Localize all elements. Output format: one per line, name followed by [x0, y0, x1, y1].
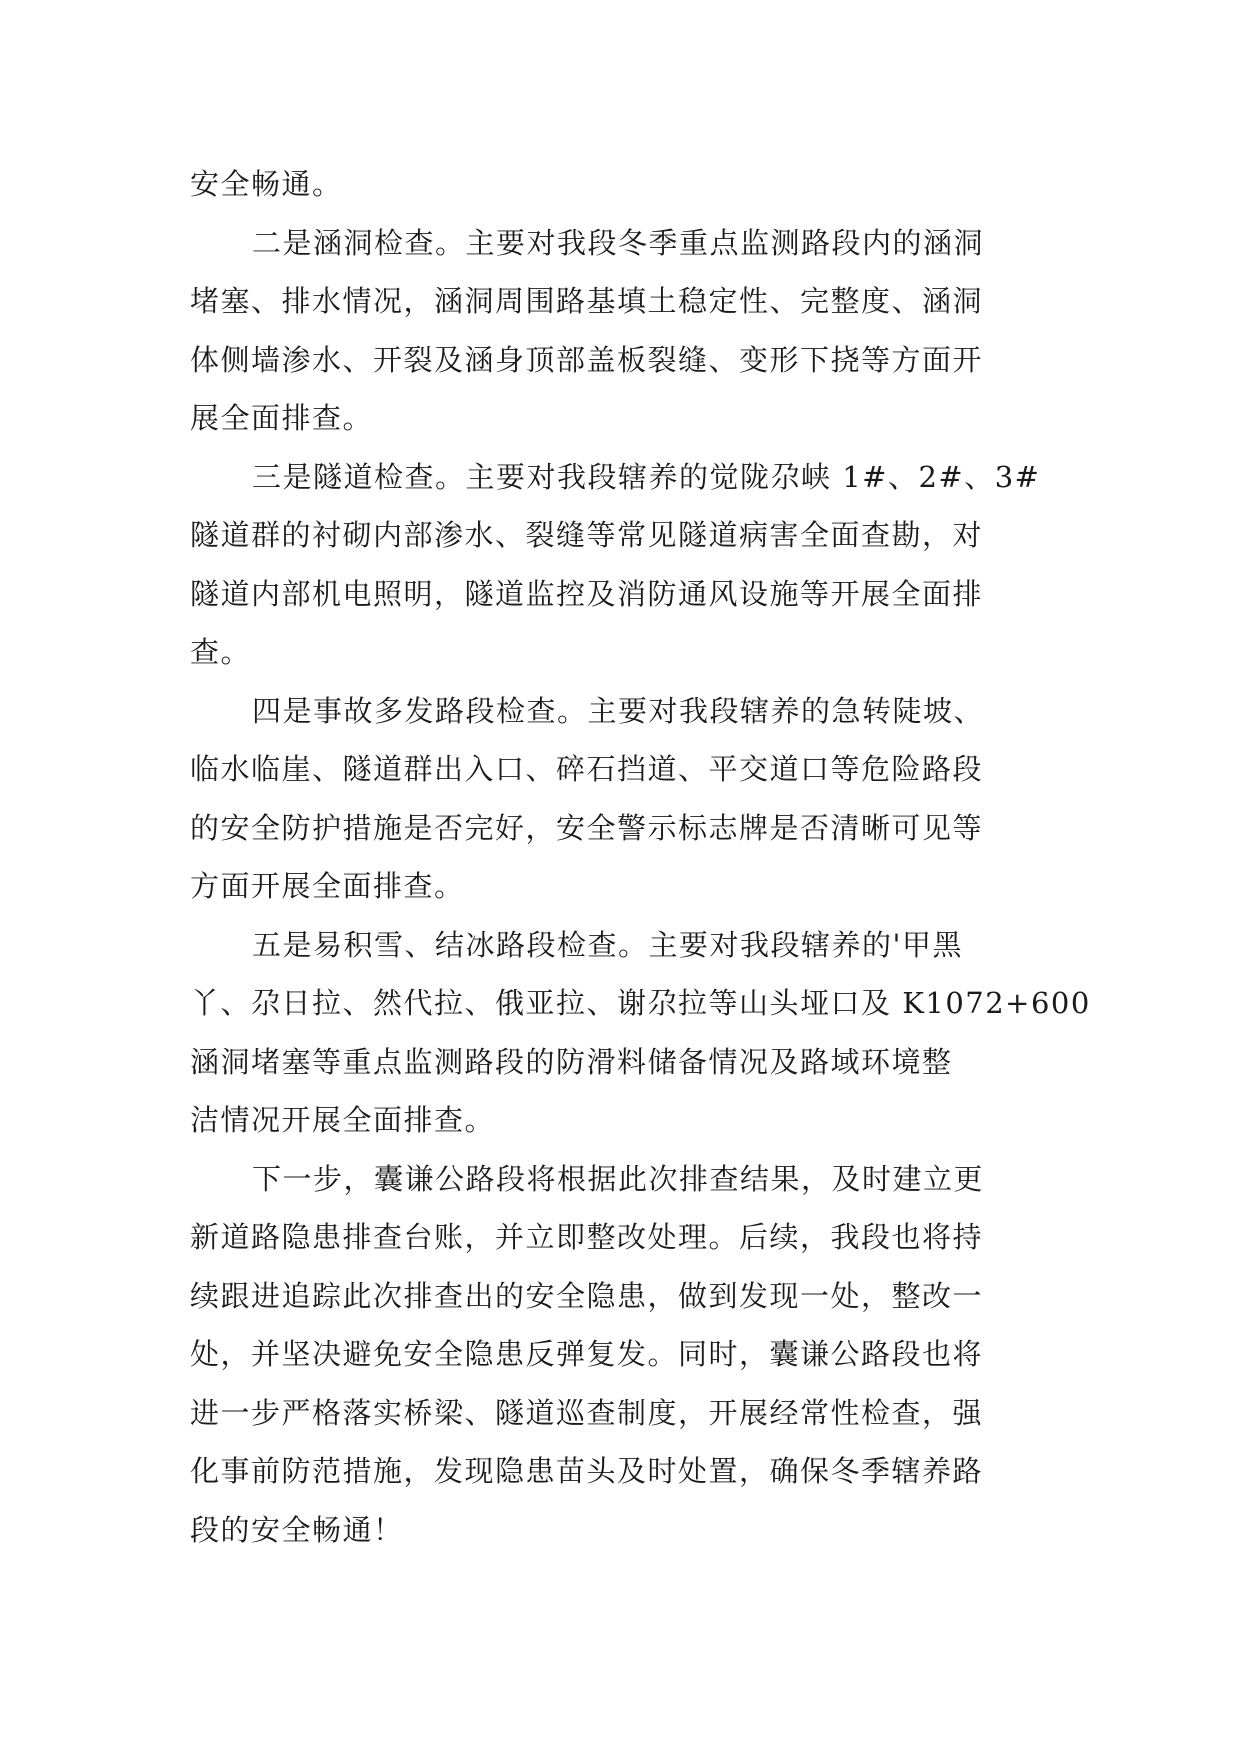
text-line: 隧道群的衬砌内部渗水、裂缝等常见隧道病害全面查勘，对: [190, 518, 984, 552]
text-line: 洁情况开展全面排查。: [190, 1103, 496, 1137]
text-line: 的安全防护措施是否完好，安全警示标志牌是否清晰可见等: [190, 810, 984, 845]
text-line: 新道路隐患排查台账，并立即整改处理。后续，我段也将持: [190, 1220, 984, 1254]
text-line: 化事前防范措施，发现隐患苗头及时处置，确保冬季辖养路: [190, 1454, 984, 1488]
paragraph-first-line: 三是隧道检查。主要对我段辖养的觉陇尕峡 1#、2#、3#: [252, 459, 1041, 494]
text-line: 处，并坚决避免安全隐患反弹复发。同时，囊谦公路段也将: [190, 1337, 984, 1371]
paragraph-first-line: 二是涵洞检查。主要对我段冬季重点监测路段内的涵洞: [252, 225, 985, 260]
text-line: 丫、尕日拉、然代拉、俄亚拉、谢尕拉等山头垭口及 K1072+600: [190, 986, 1091, 1020]
text-line: 隧道内部机电照明，隧道监控及消防通风设施等开展全面排: [190, 576, 984, 611]
text-line: 方面开展全面排查。: [190, 869, 465, 903]
text-line: 临水临崖、隧道群出入口、碎石挡道、平交道口等危险路段: [190, 752, 984, 786]
text-line: 段的安全畅通！: [190, 1512, 404, 1547]
text-line: 查。: [190, 635, 252, 669]
text-line: 涵洞堵塞等重点监测路段的防滑料储备情况及路域环境整: [190, 1044, 953, 1079]
text-line: 体侧墙渗水、开裂及涵身顶部盖板裂缝、变形下挠等方面开: [190, 342, 984, 377]
text-line: 进一步严格落实桥梁、隧道巡查制度，开展经常性检查，强: [190, 1395, 984, 1430]
paragraph-first-line: 下一步，囊谦公路段将根据此次排查结果，及时建立更: [252, 1161, 985, 1196]
text-line: 安全畅通。: [190, 167, 343, 201]
text-line: 续跟进追踪此次排查出的安全隐患，做到发现一处，整改一: [190, 1278, 984, 1313]
text-line: 展全面排查。: [190, 401, 374, 435]
text-line: 堵塞、排水情况，涵洞周围路基填土稳定性、完整度、涵洞: [190, 284, 984, 318]
paragraph-first-line: 五是易积雪、结冰路段检查。主要对我段辖养的'甲黑: [252, 927, 963, 962]
document-body: [190, 155, 1091, 1559]
paragraph-first-line: 四是事故多发路段检查。主要对我段辖养的急转陡坡、: [252, 693, 985, 728]
